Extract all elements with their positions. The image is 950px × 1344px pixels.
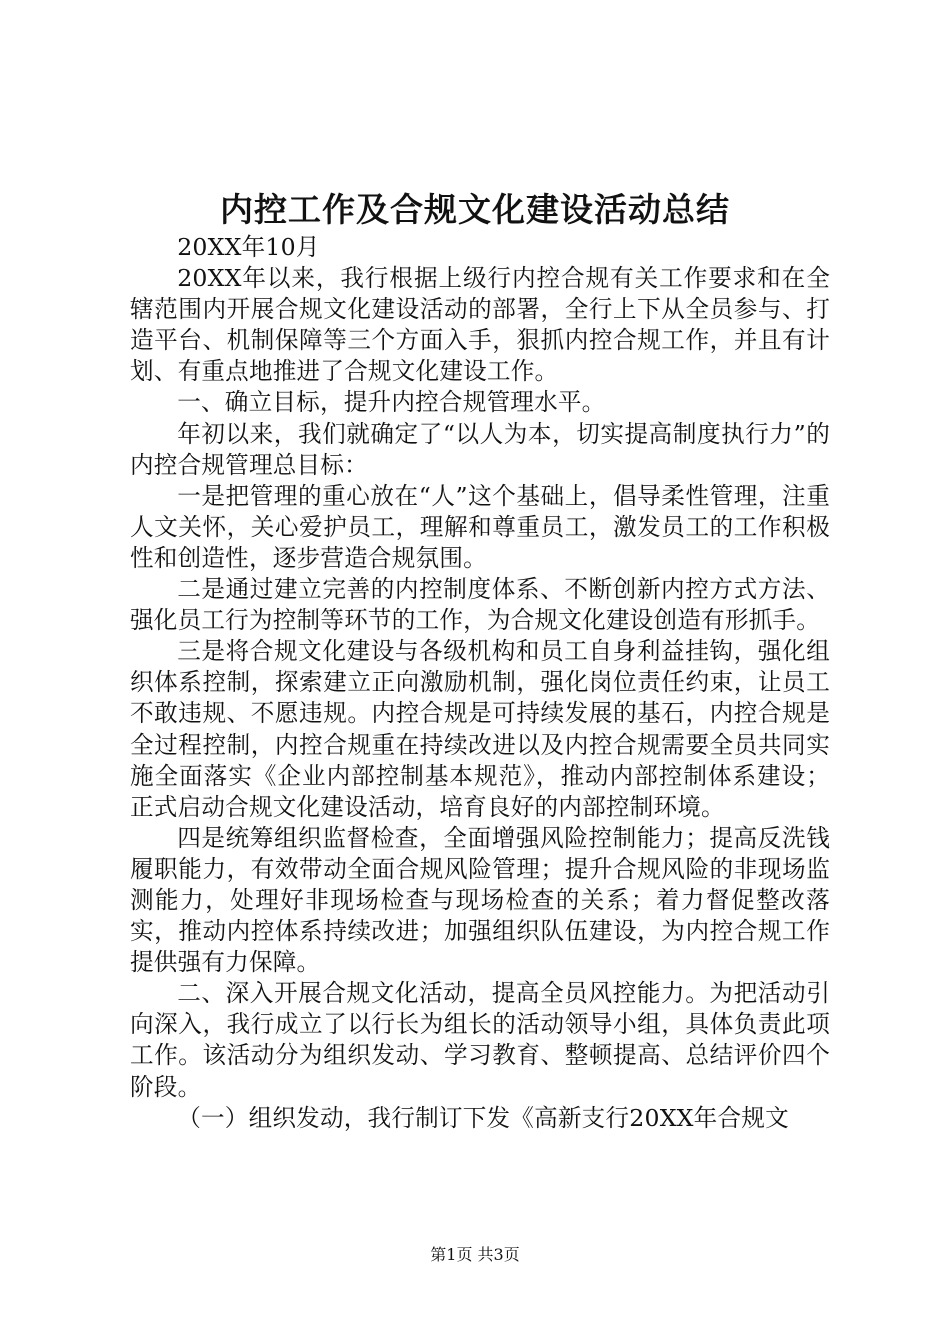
document-title: 内控工作及合规文化建设活动总结 (220, 190, 730, 229)
paragraph: 一是把管理的重心放在“人”这个基础上，倡导柔性管理，注重人文关怀，关心爱护员工，理解和尊重员工，激发员工的工作积极性和创造性，逐步营造合规氛围。 (130, 481, 830, 572)
paragraph: 三是将合规文化建设与各级机构和员工自身利益挂钩，强化组织体系控制，探索建立正向激励机制，强化岗位责任约束，让员工不敢违规、不愿违规。内控合规是可持续发展的基石，内控合规是全过程控制，内控合规重在持续改进以及内控合规需要全员共同实施全面落实《企业内部控制基本规范》，推动内部控制体系建设；正式启动合规文化建设活动，培育良好的内部控制环境。 (130, 637, 830, 821)
paragraph: 20XX年以来，我行根据上级行内控合规有关工作要求和在全辖范围内开展合规文化建设活动的部署，全行上下从全员参与、打造平台、机制保障等三个方面入手，狠抓内控合规工作，并且有计划、有重点地推进了合规文化建设工作。 (130, 264, 830, 386)
section-heading: 二、深入开展合规文化活动，提高全员风控能力。为把活动引向深入，我行成立了以行长为组长的活动领导小组，具体负责此项工作。该活动分为组织发动、学习教育、整顿提高、总结评价四个阶段。 (130, 979, 830, 1101)
document-body (130, 232, 830, 1134)
paragraph: 二是通过建立完善的内控制度体系、不断创新内控方式方法、强化员工行为控制等环节的工作，为合规文化建设创造有形抓手。 (130, 575, 830, 635)
paragraph: 年初以来，我们就确定了“以人为本，切实提高制度执行力”的内控合规管理总目标： (130, 419, 830, 479)
paragraph: （一）组织发动，我行制订下发《高新支行20XX年合规文 (177, 1103, 789, 1132)
page-footer: 第1页 共3页 (430, 1245, 520, 1264)
paragraph: 四是统筹组织监督检查，全面增强风险控制能力；提高反洗钱履职能力，有效带动全面合规风险管理；提升合规风险的非现场监测能力，处理好非现场检查与现场检查的关系；着力督促整改落实，推动内控体系持续改进；加强组织队伍建设，为内控合规工作提供强有力保障。 (130, 823, 830, 977)
date-line: 20XX年10月 (177, 233, 320, 261)
section-heading: 一、确立目标，提升内控合规管理水平。 (177, 388, 606, 417)
